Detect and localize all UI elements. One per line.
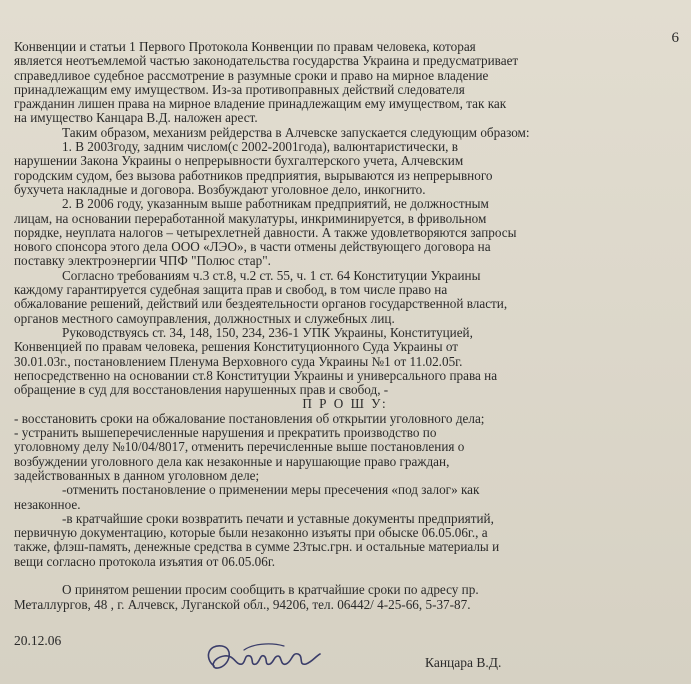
text-line: является неотъемлемой частью законодательства государства Украина и предусматривает <box>14 54 519 69</box>
text-line: задействованных в данном уголовном деле; <box>14 468 260 483</box>
text-line: уголовному делу №10/04/8017, отменить перечисленные выше постановления о <box>14 440 465 455</box>
text-line: нарушении Закона Украины о непрерывности бухгалтерского учета, Алчевским <box>14 154 464 169</box>
text-line: - устранить вышеперечисленные нарушения и прекратить производство по <box>14 426 437 441</box>
handwritten-signature <box>200 636 330 682</box>
text-line: первичную документацию, которые были незаконно изъяты при обыске 06.05.06г., а <box>14 526 488 541</box>
text-line: возбуждении уголовного дела как незаконные и нарушающие право граждан, <box>14 454 450 469</box>
text-line: Таким образом, механизм рейдерства в Алчевске запускается следующим образом: <box>62 125 530 140</box>
text-line: нового спонсора этого дела ООО «ЛЭО», в части отмены действующего договора на <box>14 240 491 255</box>
text-line <box>14 569 676 583</box>
text-line: 30.01.03г., постановлением Пленума Верховного суда Украины №1 от 11.02.05г. <box>14 354 463 369</box>
text-line: незаконное. <box>14 497 81 512</box>
text-line: Согласно требованиям ч.3 ст.8, ч.2 ст. 55, ч. 1 ст. 64 Конституции Украины <box>62 268 481 283</box>
text-line: П Р О Ш У: <box>302 397 388 412</box>
text-line: каждому гарантируется судебная защита прав и свобод, в том числе право на <box>14 283 448 298</box>
text-line: - восстановить сроки на обжалование постановления об открытии уголовного дела; <box>14 411 485 426</box>
text-line: принадлежащим ему имуществом. Из-за противоправных действий следователя <box>14 82 465 97</box>
text-line: городским судом, без вызова работников предприятия, вырываются из непрерывного <box>14 168 493 183</box>
text-line: справедливое судебное рассмотрение в разумные сроки и право на мирное владение <box>14 68 489 83</box>
text-line: обращение в суд для восстановления нарушенных прав и свобод, - <box>14 383 389 398</box>
text-line: лицам, на основании переработанной макулатуры, инкриминируется, в фривольном <box>14 211 487 226</box>
text-line: непосредственно на основании ст.8 Конституции Украины и универсального права на <box>14 368 498 383</box>
text-line: также, флэш-память, денежные средства в сумме 23тыс.грн. и остальные материалы и <box>14 540 500 555</box>
signer-name: Канцара В.Д. <box>425 655 502 670</box>
text-line: вещи согласно протокола изъятия от 06.05.06г. <box>14 554 276 569</box>
document-date: 20.12.06 <box>14 633 62 648</box>
text-line: на имущество Канцара В.Д. наложен арест. <box>14 111 258 126</box>
text-line: бухучета накладные и договора. Возбуждают уголовное дело, инкогнито. <box>14 182 426 197</box>
text-line: порядке, неуплата налогов – четырехлетней давности. А также удовлетворяются запросы <box>14 225 517 240</box>
text-line: О принятом решении просим сообщить в кратчайшие сроки по адресу пр. <box>62 583 479 598</box>
text-line: Руководствуясь ст. 34, 148, 150, 234, 236-1 УПК Украины, Конституцией, <box>62 325 473 340</box>
text-line: -отменить постановление о применении меры пресечения «под залог» как <box>62 483 480 498</box>
text-line: обжалование решений, действий или бездеятельности органов государственной власти, <box>14 297 508 312</box>
text-line: -в кратчайшие сроки возвратить печати и уставные документы предприятий, <box>62 511 494 526</box>
text-line: поставку электроэнергии ЧПФ "Полюс стар". <box>14 254 271 269</box>
page-number: 6 <box>671 30 679 46</box>
text-line: 1. В 2003году, задним числом(с 2002-2001года), валюнтаристически, в <box>62 140 458 155</box>
text-line: Конвенции и статьи 1 Первого Протокола Конвенции по правам человека, которая <box>14 40 476 54</box>
text-line: органов местного самоуправления, должностных и служебных лиц. <box>14 311 395 326</box>
document-body <box>14 40 676 612</box>
text-line: гражданин лишен права на мирное владение принадлежащим ему имуществом, так как <box>14 97 507 112</box>
text-line: 2. В 2006 году, указанным выше работникам предприятий, не должностным <box>62 197 489 212</box>
text-line: Конвенцией по правам человека, решения Конституционного Суда Украины от <box>14 340 459 355</box>
text-line: Металлургов, 48 , г. Алчевск, Луганской обл., 94206, тел. 06442/ 4-25-66, 5-37-87. <box>14 597 471 612</box>
